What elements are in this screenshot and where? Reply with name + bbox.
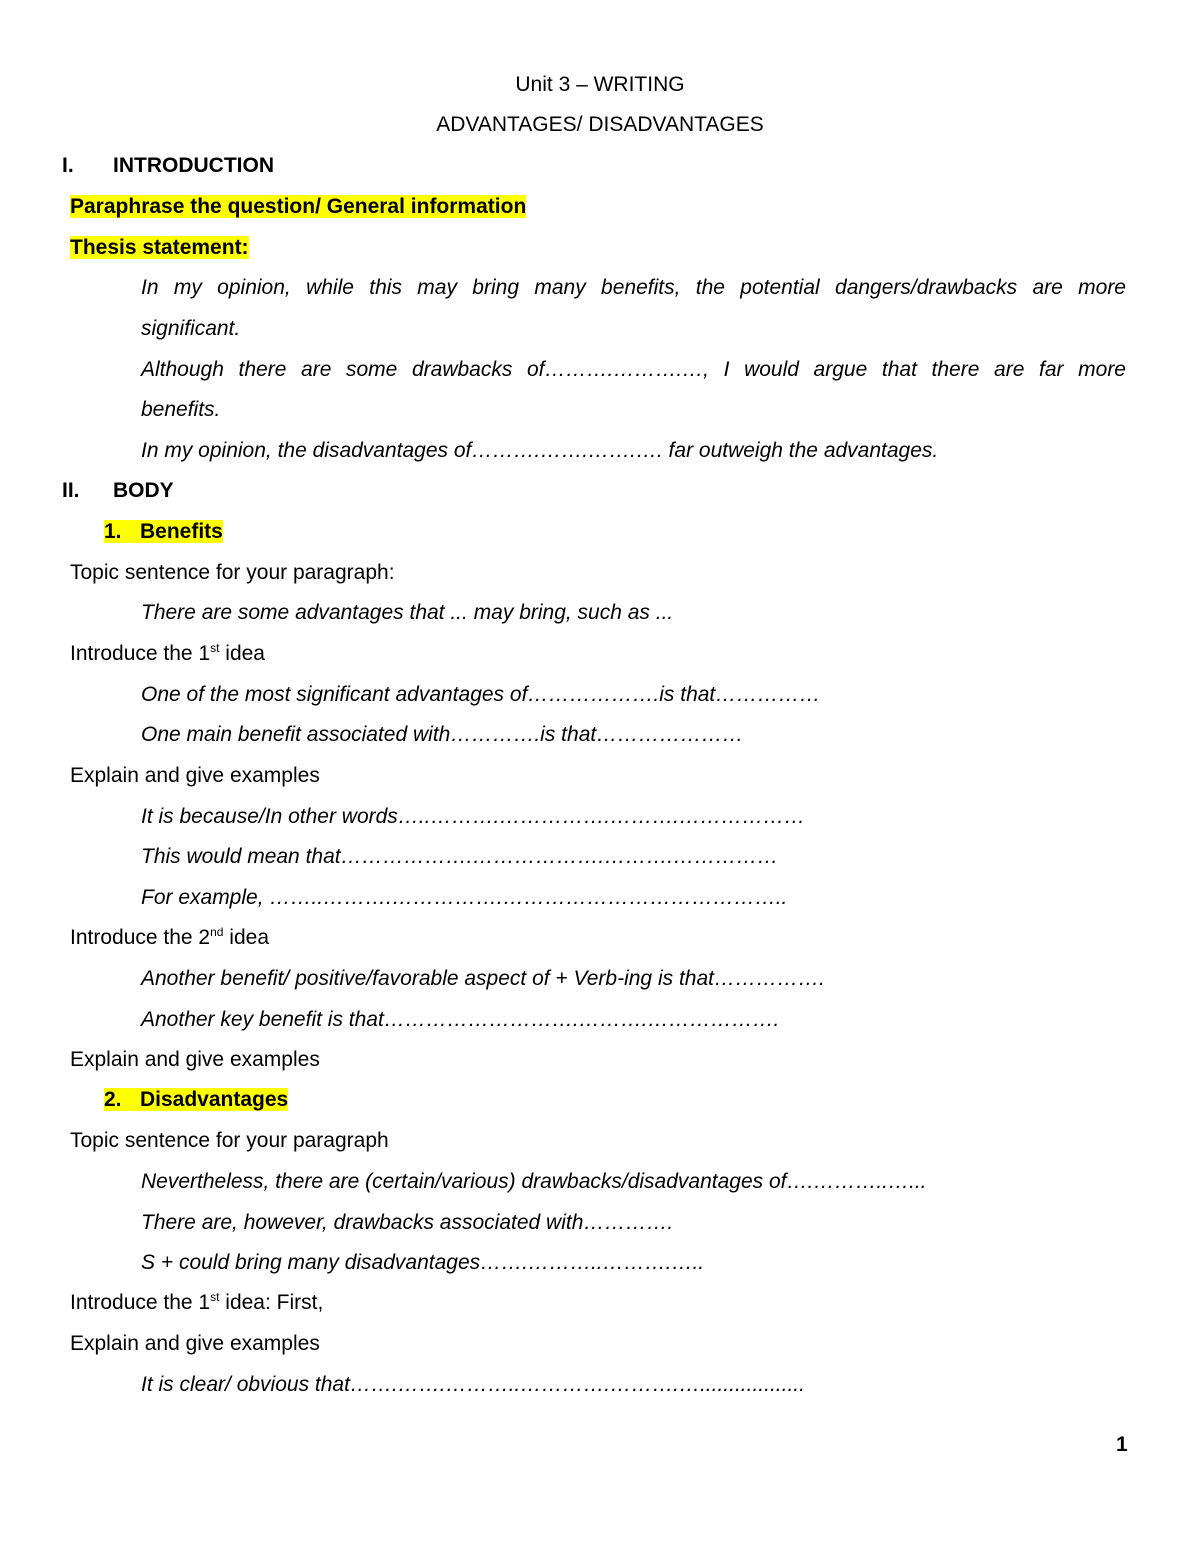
document-subtitle: ADVANTAGES/ DISADVANTAGES bbox=[436, 113, 764, 136]
thesis-example-3: In my opinion, the disadvantages of……….…….…….…. far outweigh the advantages. bbox=[141, 439, 939, 462]
section-numeral: I. bbox=[62, 154, 74, 177]
section-numeral: II. bbox=[62, 479, 80, 502]
benefits-example-5: For example, ……..……….…………….………………………………….. bbox=[141, 886, 788, 909]
benefits-example-1: One of the most significant advantages of……………….is that…………… bbox=[141, 683, 821, 706]
benefits-intro-idea-1: Introduce the 1st idea bbox=[70, 641, 265, 665]
subsection-disadvantages: 2. Disadvantages bbox=[104, 1088, 289, 1111]
benefits-example-6: Another benefit/ positive/favorable aspect of + Verb-ing is that……………. bbox=[141, 967, 825, 990]
benefits-intro-idea-2: Introduce the 2nd idea bbox=[70, 925, 270, 949]
benefits-topic-example: There are some advantages that ... may bring, such as ... bbox=[141, 601, 674, 624]
disadvantages-example-3: S + could bring many disadvantages…….………..……….….. bbox=[141, 1251, 705, 1274]
benefits-example-3: It is because/In other words…..……….…………….……….……………… bbox=[141, 805, 805, 828]
page-number: 1 bbox=[1116, 1433, 1128, 1456]
disadvantages-explain-label: Explain and give examples bbox=[70, 1332, 320, 1355]
disadvantages-example-2: There are, however, drawbacks associated with…………. bbox=[141, 1211, 674, 1234]
thesis-example-2: Although there are some drawbacks of……….……….…, I would argue that there are far more bbox=[141, 358, 1126, 381]
disadvantages-intro-idea-1: Introduce the 1st idea: First, bbox=[70, 1290, 324, 1314]
section-heading-body bbox=[62, 478, 174, 504]
thesis-example-1: In my opinion, while this may bring many benefits, the potential dangers/drawbacks are more bbox=[141, 276, 1126, 299]
disadvantages-topic-label: Topic sentence for your paragraph bbox=[70, 1129, 389, 1152]
section-heading-introduction bbox=[62, 153, 274, 179]
benefits-topic-label: Topic sentence for your paragraph: bbox=[70, 561, 395, 584]
benefits-explain-label: Explain and give examples bbox=[70, 764, 320, 787]
benefits-example-4: This would mean that……………….……………….……….…………… bbox=[141, 845, 779, 868]
benefits-example-7: Another key benefit is that……………………….……….………………. bbox=[141, 1008, 780, 1031]
subsection-benefits: 1. Benefits bbox=[104, 520, 223, 543]
thesis-label: Thesis statement: bbox=[70, 236, 249, 259]
paraphrase-label: Paraphrase the question/ General information bbox=[70, 195, 527, 218]
disadvantages-example-1: Nevertheless, there are (certain/various) drawbacks/disadvantages of….………..…... bbox=[141, 1170, 927, 1193]
disadvantages-example-4: It is clear/ obvious that…….…….………..………….……….….................. bbox=[141, 1373, 805, 1396]
section-title: BODY bbox=[113, 479, 174, 502]
section-title: INTRODUCTION bbox=[113, 154, 274, 177]
benefits-explain-label-2: Explain and give examples bbox=[70, 1048, 320, 1071]
unit-title: Unit 3 – WRITING bbox=[515, 73, 685, 96]
thesis-example-2-cont: benefits. bbox=[141, 398, 221, 421]
benefits-example-2: One main benefit associated with………….is that………………… bbox=[141, 723, 744, 746]
thesis-example-1-cont: significant. bbox=[141, 317, 241, 340]
